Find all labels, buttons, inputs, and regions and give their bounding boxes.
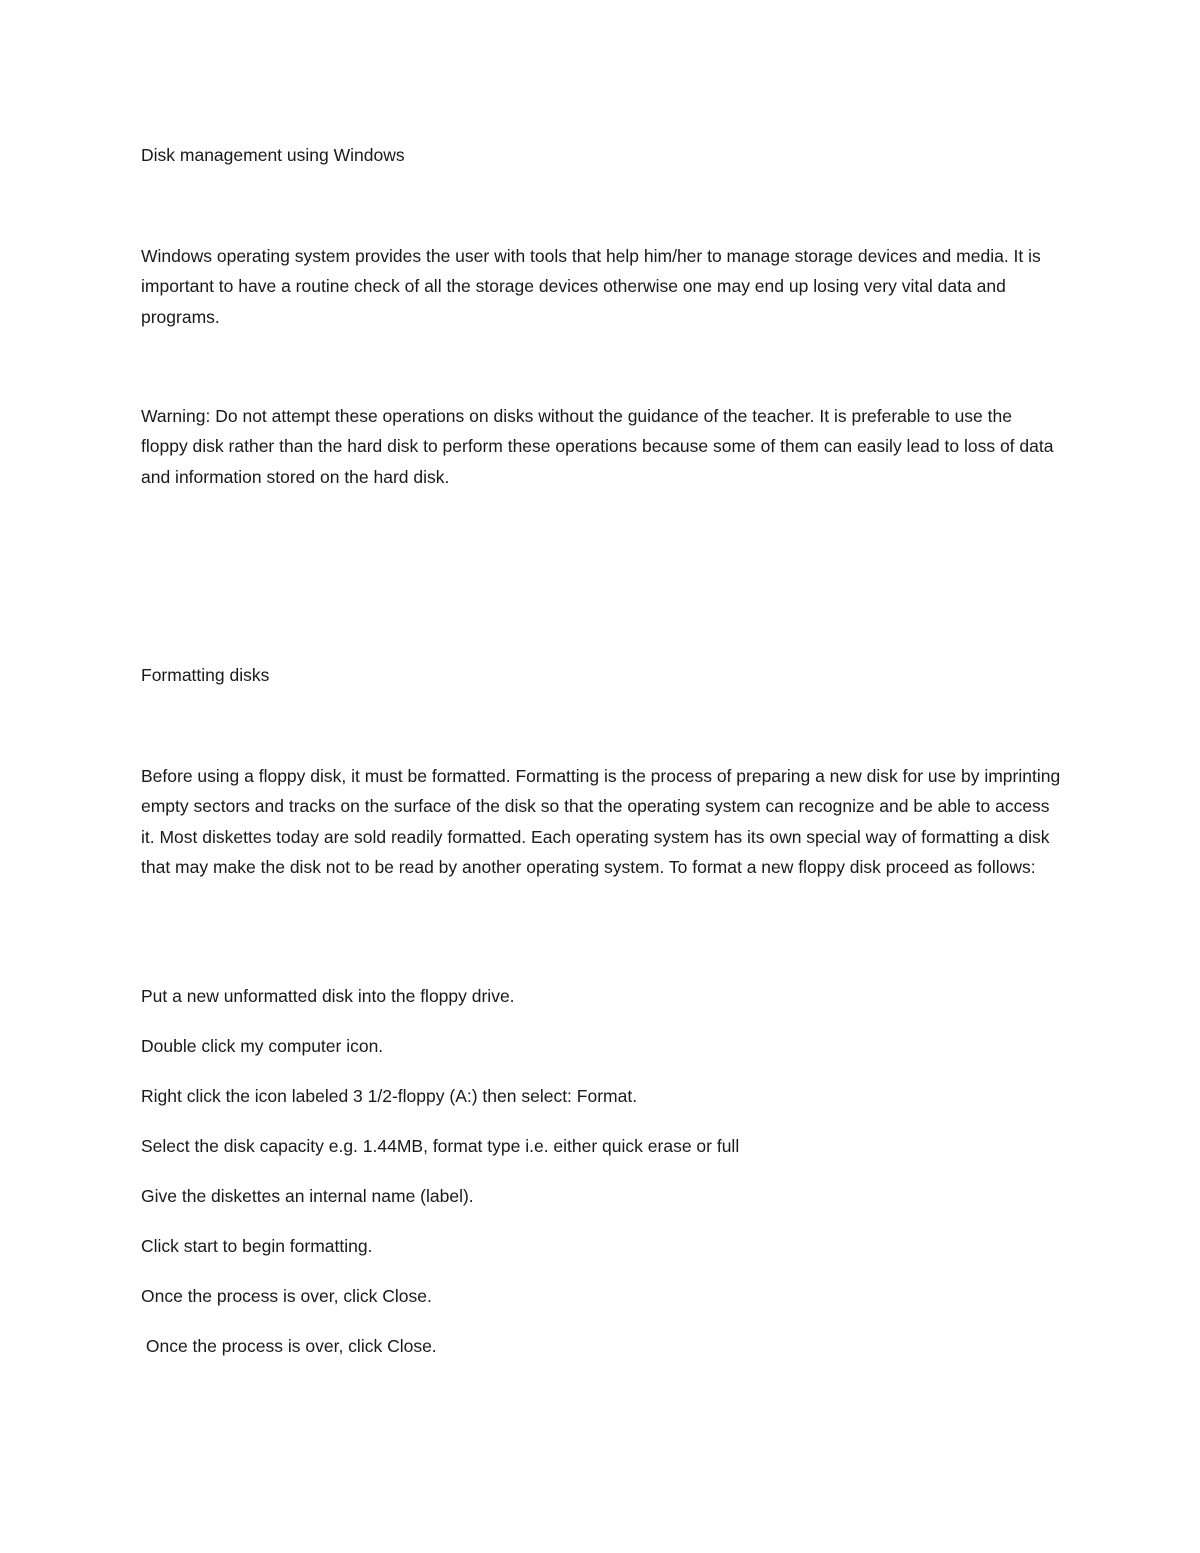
document-title: Disk management using Windows — [141, 145, 405, 165]
step-item: Click start to begin formatting. — [141, 1236, 373, 1256]
step-item: Once the process is over, click Close. — [141, 1336, 437, 1356]
warning-paragraph: Warning: Do not attempt these operations on disks without the guidance of the teacher. It is preferable to use the floppy disk rather than the hard disk to perform these operations because some of them can easily lead to loss of data and information stored on the hard disk. — [141, 406, 1054, 487]
formatting-paragraph: Before using a floppy disk, it must be formatted. Formatting is the process of preparing a new disk for use by imprinting empty sectors and tracks on the surface of the disk so that the operating system can recognize and be able to access it. Most diskettes today are sold readily formatted. Each operating system has its own special way of formatting a disk that may make the disk not to be read by another operating system. To format a new floppy disk proceed as follows: — [141, 766, 1061, 877]
step-item: Put a new unformatted disk into the floppy drive. — [141, 986, 515, 1006]
step-item: Double click my computer icon. — [141, 1036, 384, 1056]
step-item: Give the diskettes an internal name (label). — [141, 1186, 474, 1206]
step-item: Right click the icon labeled 3 1/2-floppy (A:) then select: Format. — [141, 1086, 638, 1106]
step-item: Once the process is over, click Close. — [141, 1286, 432, 1306]
section-heading: Formatting disks — [141, 665, 270, 685]
intro-paragraph: Windows operating system provides the user with tools that help him/her to manage storage devices and media. It is important to have a routine check of all the storage devices otherwise one may end up losing very vital data and programs. — [141, 246, 1041, 327]
step-item: Select the disk capacity e.g. 1.44MB, format type i.e. either quick erase or full — [141, 1136, 740, 1156]
